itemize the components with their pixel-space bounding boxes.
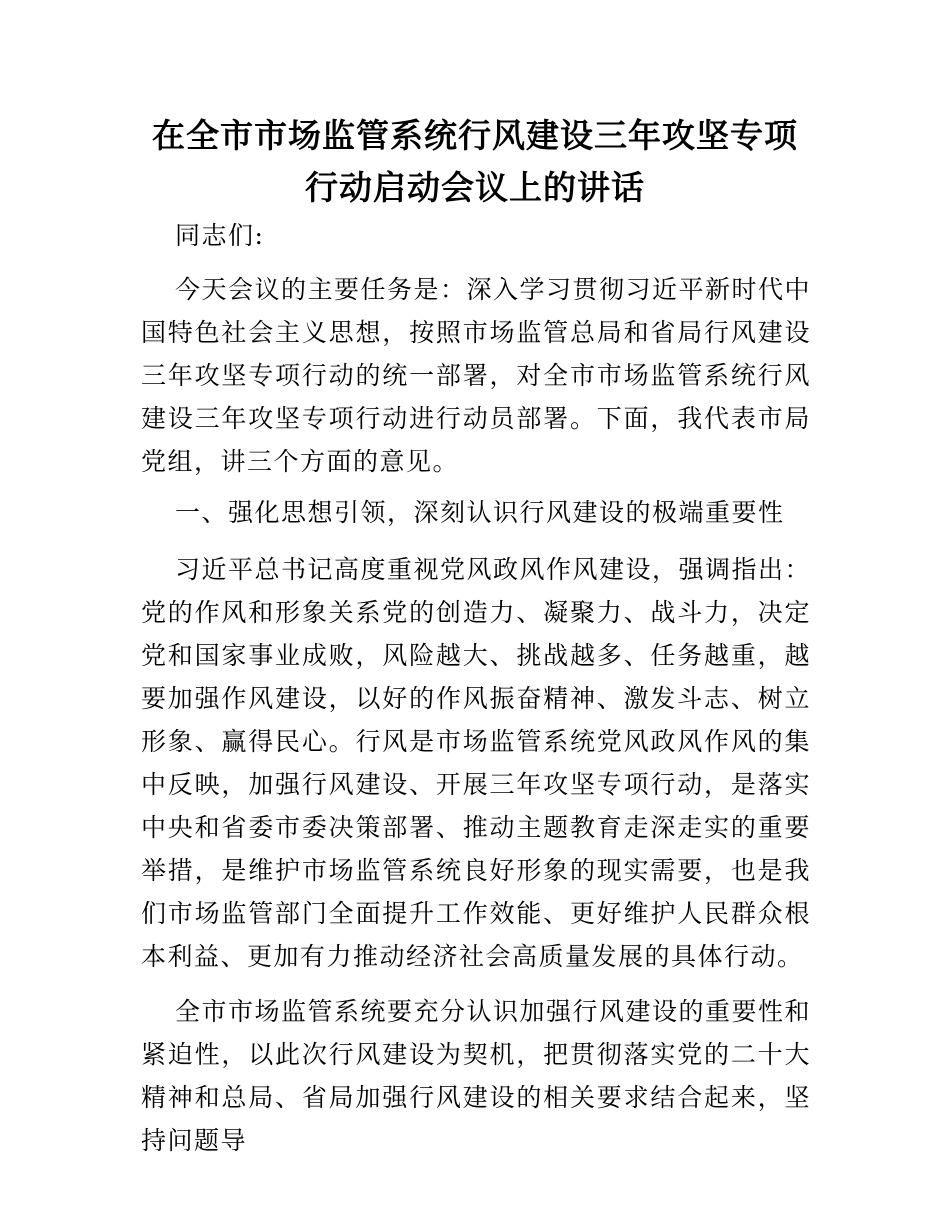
section-heading-block [141, 495, 811, 531]
greeting: 同志们: [175, 221, 265, 250]
greeting-block [141, 218, 811, 254]
document-title: 在全市市场监管系统行风建设三年攻坚专项行动启动会议上的讲话 [152, 116, 798, 207]
paragraph-intro: 今天会议的主要任务是：深入学习贯彻习近平新时代中国特色社会主义思想，按照市场监管总局和省局行风建设三年攻坚专项行动的统一部署，对全市市场监管系统行风建设三年攻坚专项行动进行动员部署。下面，我代表市局党组，讲三个方面的意见。 [141, 275, 812, 476]
paragraph-system: 全市市场监管系统要充分认识加强行风建设的重要性和紧迫性，以此次行风建设为契机，把贯彻落实党的二十大精神和总局、省局加强行风建设的相关要求结合起来，坚持问题导 [141, 997, 812, 1155]
paragraph-xi: 习近平总书记高度重视党风政风作风建设，强调指出：党的作风和形象关系党的创造力、凝聚力、战斗力，决定党和国家事业成败，风险越大、挑战越多、任务越重，越要加强作风建设，以好的作风振奋精神、激发斗志、树立形象、赢得民心。行风是市场监管系统党风政风作风的集中反映，加强行风建设、开展三年攻坚专项行动，是落实中央和省委市委决策部署、推动主题教育走深走实的重要举措，是维护市场监管系统良好形象的现实需要，也是我们市场监管部门全面提升工作效能、更好维护人民群众根本利益、更加有力推动经济社会高质量发展的具体行动。 [141, 555, 812, 971]
paragraph-block-system [141, 990, 811, 1162]
paragraph-block-intro [141, 268, 811, 483]
section-heading: 一、强化思想引领，深刻认识行风建设的极端重要性 [175, 498, 785, 527]
paragraph-block-xi [141, 548, 811, 978]
